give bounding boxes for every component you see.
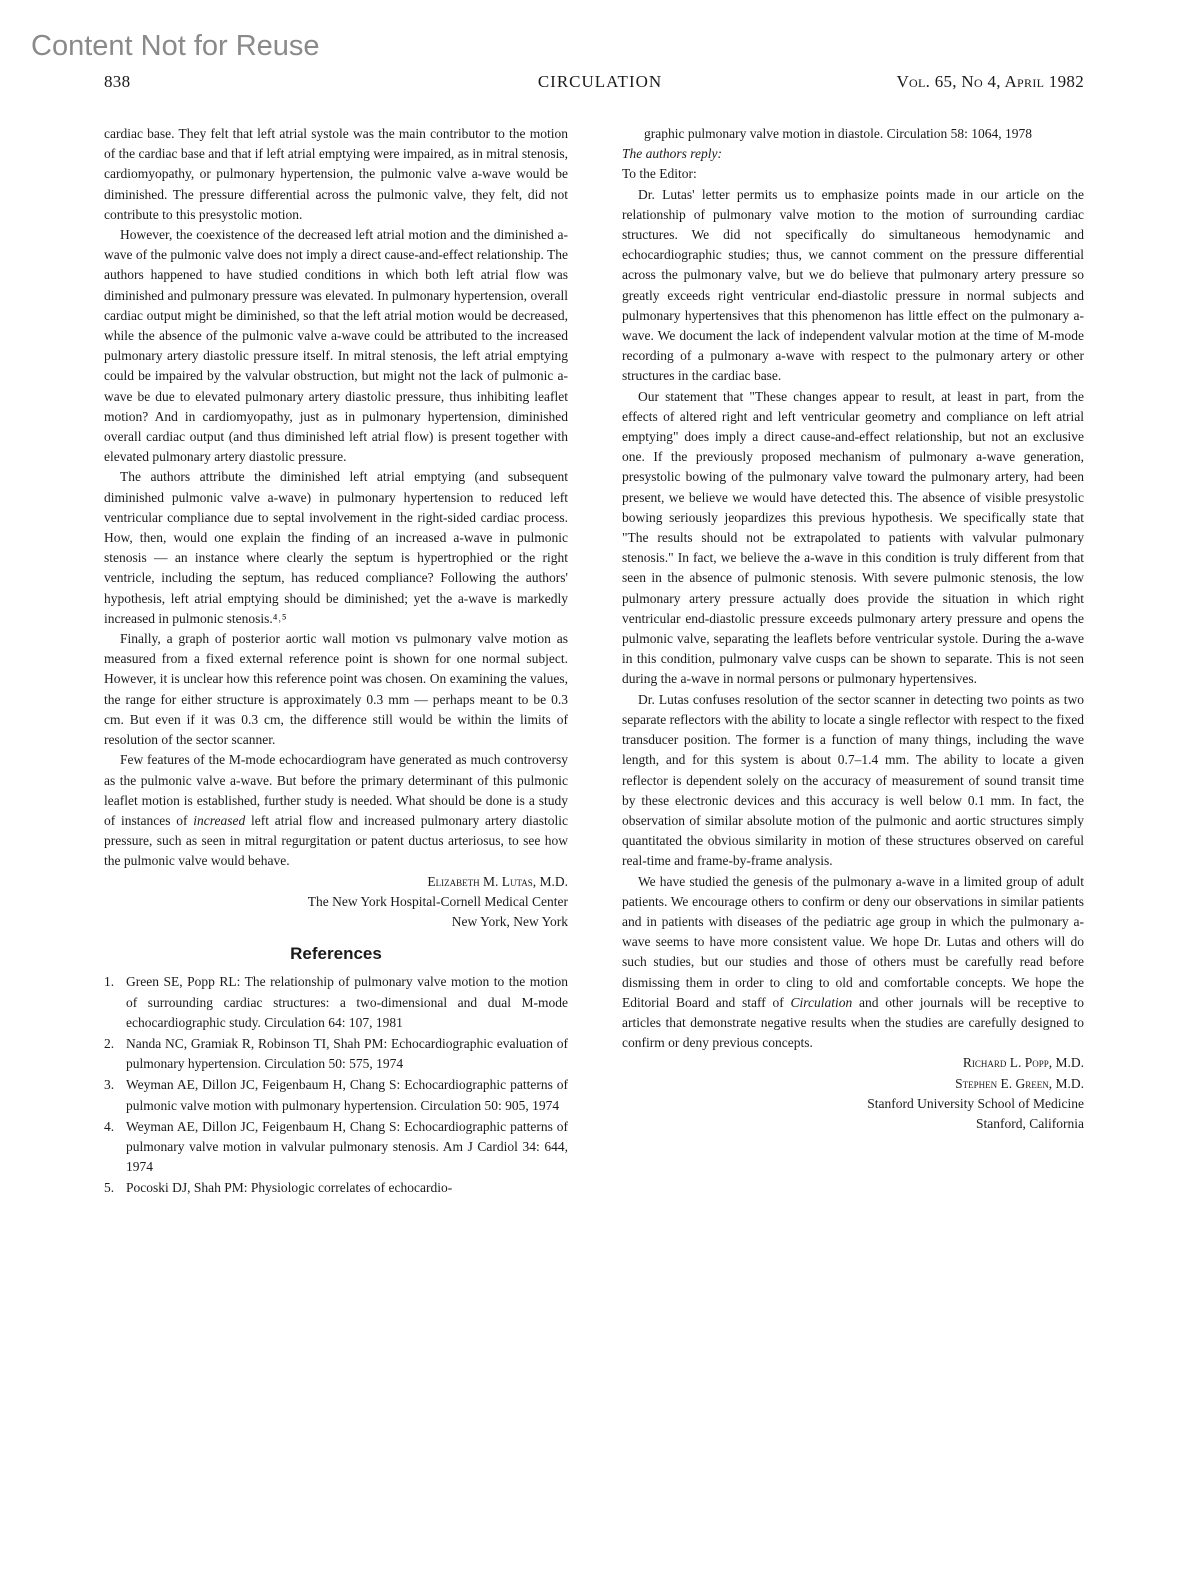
paragraph: cardiac base. They felt that left atrial systole was the main contributor to the motion of the cardiac base and that if left atrial emptying were impaired, as in mitral stenosis, cardiomyopathy, or pulmonary hypertension, the pulmonic valve a-wave would be diminished. The pressure differential across the pulmonic valve, they felt, did not contribute to this presystolic motion. — [104, 126, 568, 222]
volume-info: Vol. 65, No 4, April 1982 — [896, 72, 1084, 91]
text-span: We have studied the genesis of the pulmonary a-wave in a limited group of adult patients. We encourage others to confirm or deny our observations in similar patients and in patients with diseases of the pediatric age group in which the pulmonary a-wave seems to have more consistent value. We hope Dr. Lutas and others will do such studies, but our studies and those of others must be carefully read before dismissing them in order to cling to old and comfortable concepts. We hope the Editorial Board and staff of — [622, 873, 1084, 1010]
paragraph — [622, 872, 1084, 1054]
reference-text: Weyman AE, Dillon JC, Feigenbaum H, Chang S: Echocardiographic patterns of pulmonary valve motion in valvular pulmonary stenosis. Am J Cardiol 34: 644, 1974 — [126, 1118, 568, 1175]
reference-number: 1. — [104, 974, 115, 990]
page-number: 838 — [104, 72, 131, 91]
reference-item — [104, 1034, 568, 1074]
author-affiliation: Stanford University School of Medicine — [867, 1095, 1084, 1111]
author-location: New York, New York — [451, 913, 568, 929]
journal-title: CIRCULATION — [537, 72, 663, 91]
reference-item — [104, 1178, 568, 1198]
text-span: and other journals will be receptive to articles that demonstrate negative results when the studies are carefully designed to confirm or deny previous concepts. — [622, 994, 1084, 1051]
signature — [622, 1053, 1084, 1134]
reference-number: 4. — [104, 1118, 115, 1134]
author-affiliation: The New York Hospital-Cornell Medical Center — [307, 893, 568, 909]
author-name: Elizabeth M. Lutas, M.D. — [427, 873, 568, 889]
author-name: Stephen E. Green, M.D. — [955, 1075, 1084, 1091]
signature — [104, 872, 568, 933]
reference-number: 2. — [104, 1035, 115, 1051]
right-column — [622, 124, 1084, 1134]
paragraph: Our statement that "These changes appear to result, at least in part, from the effects of altered right and left ventricular geometry and compliance on left atrial emptying" does imply a direct cause-and-effect relationship, but not an exclusive one. If the previously proposed mechanism of pulmonary a-wave generation, presystolic bowing of the pulmonary valve toward the pulmonary artery, had been present, we believe we would have detected this. The absence of visible presystolic bowing seriously jeopardizes this previous hypothesis. We specifically state that "The results should not be extrapolated to patients with valvular pulmonary stenosis." In fact, we believe the a-wave in this condition is truly different from that seen in the absence of pulmonic stenosis. With severe pulmonic stenosis, the low pulmonary artery pressure actually does provide the situation in which right ventricular end-diastolic pressure exceeds pulmonary artery pressure and opens the pulmonic valve, separating the leaflets before ventricular systole. During the a-wave in this condition, pulmonary valve cusps can be shown to separate. This is not seen during the a-wave in normal persons or pulmonary hypertensives. — [622, 388, 1084, 687]
emphasis: Circulation — [790, 994, 853, 1010]
reference-continuation: graphic pulmonary valve motion in diastole. Circulation 58: 1064, 1978 — [644, 126, 1033, 141]
text-span: Few features of the M-mode echocardiogram have generated as much controversy as the pulmonic valve a-wave. But before the primary determinant of this pulmonic leaflet motion is established, further study is needed. What should be done is a study of instances of — [104, 752, 568, 828]
paragraph: Dr. Lutas' letter permits us to emphasize points made in our article on the relationship of pulmonary valve motion to the motion of surrounding cardiac structures. We did not specifically do simultaneous hemodynamic and echocardiographic studies; thus, we cannot comment on the pressure differential across the pulmonary valve, but we do believe that pulmonary artery pressure so greatly exceeds right ventricular end-diastolic pressure in normal subjects and pulmonary hypertensives that this phenomenon has little effect on the pulmonary a-wave. We document the lack of independent valvular motion at the time of M-mode recording of a pulmonary a-wave with respect to the pulmonary artery or other structures in the cardiac base. — [622, 186, 1084, 384]
reference-item — [104, 972, 568, 1033]
reference-text: Nanda NC, Gramiak R, Robinson TI, Shah PM: Echocardiographic evaluation of pulmonary hypertension. Circulation 50: 575, 1974 — [126, 1035, 568, 1072]
watermark: Content Not for Reuse — [31, 30, 320, 62]
reference-text: Weyman AE, Dillon JC, Feigenbaum H, Chang S: Echocardiographic patterns of pulmonic valve motion with pulmonary hypertension. Circulation 50: 905, 1974 — [126, 1077, 568, 1113]
reference-text: Pocoski DJ, Shah PM: Physiologic correlates of echocardio- — [126, 1180, 453, 1196]
author-location: Stanford, California — [976, 1115, 1084, 1131]
author-name: Richard L. Popp, M.D. — [962, 1055, 1084, 1071]
paragraph: Dr. Lutas confuses resolution of the sector scanner in detecting two points as two separate reflectors with the ability to locate a single reflector with respect to the fixed transducer position. The former is a function of many things, including the wave length, and for this system is about 0.7–1.4 mm. The ability to locate a given reflector is dependent solely on the accuracy of measurement of sound transit time by these electronic devices and this accuracy is well below 0.1 mm. In fact, the observation of similar absolute motion of the pulmonic and aortic structures simply quantitated the obvious similarity in motion of these structures observed on careful real-time and frame-by-frame analysis. — [622, 691, 1084, 869]
paragraph: The authors attribute the diminished left atrial emptying (and subsequent diminished pulmonic valve a-wave) in pulmonary hypertension to reduced left ventricular compliance due to septal involvement in the right-sided cardiac process. How, then, would one explain the finding of an increased a-wave in pulmonic stenosis — an instance where clearly the septum is hypertrophied or the right ventricle, including the septum, has reduced compliance? Following the authors' hypothesis, left atrial emptying should be diminished; yet the a-wave is markedly increased in pulmonic stenosis.⁴˒⁵ — [104, 469, 568, 626]
paragraph: Finally, a graph of posterior aortic wall motion vs pulmonary valve motion as measured from a fixed external reference point is shown for one normal subject. However, it is unclear how this reference point was chosen. On examining the values, the range for either structure is approximately 0.3 mm — perhaps meant to be 0.3 cm. But even if it was 0.3 cm, the difference still would be within the limits of resolution of the sector scanner. — [104, 631, 568, 748]
reference-number: 3. — [104, 1077, 115, 1093]
references-list — [104, 972, 568, 1198]
reference-item — [104, 1075, 568, 1115]
salutation: To the Editor: — [622, 166, 697, 182]
references-heading: References — [290, 944, 382, 964]
paragraph — [104, 750, 568, 871]
text-span: left atrial flow and increased pulmonary artery diastolic pressure, such as seen in mitral regurgitation or patent ductus arteriosus, to see how the pulmonic valve would behave. — [104, 812, 568, 869]
emphasis: increased — [193, 812, 246, 828]
reply-heading: The authors reply: — [622, 146, 722, 162]
reference-number: 5. — [104, 1180, 115, 1196]
reference-text: Green SE, Popp RL: The relationship of pulmonary valve motion to the motion of surrounding cardiac structures: a two-dimensional and dual M-mode echocardiographic study. Circulation 64: 107, 1981 — [126, 974, 568, 1030]
reference-item — [104, 1117, 568, 1178]
paragraph: However, the coexistence of the decreased left atrial motion and the diminished a-wave of the pulmonic valve does not imply a direct cause-and-effect relationship. The authors happened to have studied conditions in which both left atrial flow was diminished and pulmonary pressure was elevated. In pulmonary hypertension, overall cardiac output might be diminished, so that the left atrial motion would be decreased, while the absence of the pulmonic valve a-wave could be attributed to the increased pulmonary artery diastolic pressure itself. In mitral stenosis, the left atrial emptying could be impaired by the valvular obstruction, but might not the lack of pulmonic a-wave be due to elevated pulmonary artery diastolic pressure, thus inhibiting leaflet motion? And in cardiomyopathy, just as in pulmonary hypertension, diminished overall cardiac output (and thus diminished left atrial flow) is present together with elevated pulmonary artery diastolic pressure. — [104, 227, 568, 465]
left-column — [104, 124, 568, 1200]
